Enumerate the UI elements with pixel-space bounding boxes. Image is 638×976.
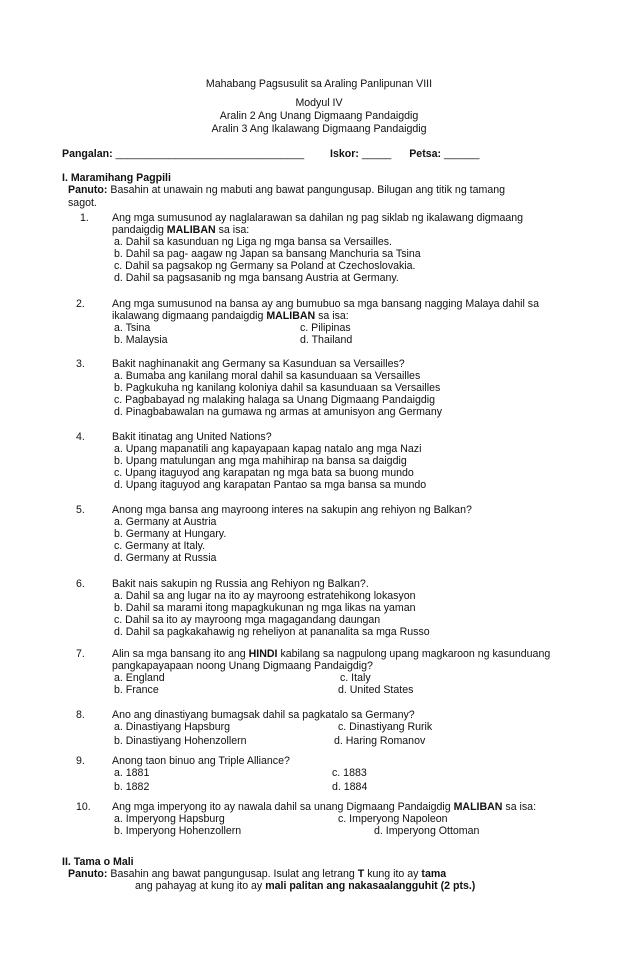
question-text: Bakit itinatag ang United Nations? [112,431,272,443]
answer-choice[interactable]: d. Thailand [300,334,353,346]
answer-choice[interactable]: c. Pagbabayad ng malaking halaga sa Unang Digmaang Pandaigdig [114,394,435,406]
name-field[interactable]: ________________________________ [115,148,305,160]
question-text: Alin sa mga bansang ito ang HINDI kabilang sa nagpulong upang magkaroon ng kasunduang [112,648,551,660]
answer-choice[interactable]: c. Germany at Italy. [114,540,206,552]
module-title: Modyul IV [295,97,343,109]
answer-choice[interactable]: d. Imperyong Ottoman [374,825,480,837]
answer-choice[interactable]: b. Pagkukuha ng kanilang koloniya dahil sa kasunduaan sa Versailles [114,382,441,394]
answer-choice[interactable]: b. Dahil sa marami itong mapagkukunan ng mga likas na yaman [114,602,416,614]
answer-choice[interactable]: d. United States [338,684,414,696]
question-number: 6. [76,578,85,590]
lesson-3-title: Aralin 3 Ang Ikalawang Digmaang Pandaigdig [211,123,427,135]
answer-choice[interactable]: c. Imperyong Napoleon [338,813,448,825]
answer-choice[interactable]: b. Imperyong Hohenzollern [114,825,242,837]
part2-instructions-cont: ang pahayag at kung ito ay mali palitan ang nakasaalangguhit (2 pts.) [135,880,476,892]
answer-choice[interactable]: c. Dahil sa ito ay mayroong mga magagandang daungan [114,614,381,626]
part2-instructions: Panuto: Basahin ang bawat pangungusap. Isulat ang letrang T kung ito ay tama [68,868,447,880]
answer-choice[interactable]: a. Tsina [114,322,151,334]
answer-choice[interactable]: c. Dahil sa pagsakop ng Germany sa Poland at Czechoslovakia. [114,260,416,272]
question-text: pandaigdig MALIBAN sa isa: [112,224,250,236]
question-text: Ang mga imperyong ito ay nawala dahil sa unang Digmaang Pandaigdig MALIBAN sa isa: [112,801,537,813]
answer-choice[interactable]: d. Germany at Russia [114,552,217,564]
exam-title: Mahabang Pagsusulit sa Araling Panlipunan VIII [205,78,433,90]
question-text: Anong mga bansa ang mayroong interes na sakupin ang rehiyon ng Balkan? [112,504,472,516]
question-number: 10. [76,801,91,813]
question-number: 3. [76,358,85,370]
answer-choice[interactable]: c. Dinastiyang Rurik [338,721,433,733]
question-number: 7. [76,648,85,660]
score-field[interactable]: _____ [361,148,392,160]
answer-choice[interactable]: b. Dinastiyang Hohenzollern [114,735,247,747]
answer-choice[interactable]: a. 1881 [114,767,150,779]
date-label: Petsa: [409,148,442,160]
date-field[interactable]: ______ [443,148,480,160]
answer-choice[interactable]: a. Bumaba ang kanilang moral dahil sa kasunduaan sa Versailles [114,370,421,382]
question-number: 5. [76,504,85,516]
question-text: Ang mga sumusunod na bansa ay ang bumubuo sa mga bansang nagging Malaya dahil sa [112,298,539,310]
answer-choice[interactable]: b. 1882 [114,781,150,793]
answer-choice[interactable]: b. Upang matulungan ang mga mahihirap na bansa sa daigdig [114,455,407,467]
answer-choice[interactable]: d. Haring Romanov [334,735,426,747]
answer-choice[interactable]: a. Dinastiyang Hapsburg [114,721,231,733]
answer-choice[interactable]: a. Upang mapanatili ang kapayapaan kapag natalo ang mga Nazi [114,443,422,455]
answer-choice[interactable]: d. Upang itaguyod ang karapatan Pantao sa mga bansa sa mundo [114,479,427,491]
answer-choice[interactable]: b. Germany at Hungary. [114,528,227,540]
answer-choice[interactable]: a. Dahil sa ang lugar na ito ay mayroong estratehikong lokasyon [114,590,416,602]
answer-choice[interactable]: a. England [114,672,165,684]
question-number: 9. [76,755,85,767]
question-number: 8. [76,709,85,721]
answer-choice[interactable]: c. Pilipinas [300,322,351,334]
answer-choice[interactable]: c. Upang itaguyod ang karapatan ng mga bata sa buong mundo [114,467,414,479]
question-text: Ano ang dinastiyang bumagsak dahil sa pagkatalo sa Germany? [112,709,415,721]
part1-instructions-cont: sagot. [68,197,97,209]
answer-choice[interactable]: a. Imperyong Hapsburg [114,813,225,825]
question-number: 4. [76,431,85,443]
question-text: pangkapayapaan noong Unang Digmaang Pandaigdig? [112,660,373,672]
answer-choice[interactable]: d. 1884 [332,781,368,793]
answer-choice[interactable]: a. Germany at Austria [114,516,217,528]
name-label: Pangalan: [62,148,113,160]
answer-choice[interactable]: d. Dahil sa pagkakahawig ng reheliyon at pananalita sa mga Russo [114,626,430,638]
question-text: Bakit naghinanakit ang Germany sa Kasunduan sa Versailles? [112,358,405,370]
part1-heading: I. Maramihang Pagpili [62,172,171,184]
answer-choice[interactable]: c. 1883 [332,767,367,779]
question-text: Bakit nais sakupin ng Russia ang Rehiyon ng Balkan?. [112,578,369,590]
question-number: 1. [80,212,89,224]
answer-choice[interactable]: b. Dahil sa pag- aagaw ng Japan sa bansang Manchuria sa Tsina [114,248,421,260]
answer-choice[interactable]: d. Pinagbabawalan na gumawa ng armas at amunisyon ang Germany [114,406,443,418]
answer-choice[interactable]: a. Dahil sa kasunduan ng Liga ng mga bansa sa Versailles. [114,236,392,248]
score-label: Iskor: [330,148,359,160]
part1-instructions: Panuto: Basahin at unawain ng mabuti ang bawat pangungusap. Bilugan ang titik ng tamang [68,184,505,196]
answer-choice[interactable]: b. France [114,684,159,696]
part2-heading: II. Tama o Mali [62,856,134,868]
answer-choice[interactable]: b. Malaysia [114,334,168,346]
question-number: 2. [76,298,85,310]
student-info [62,148,479,160]
question-text: Ang mga sumusunod ay naglalarawan sa dahilan ng pag siklab ng ikalawang digmaang [112,212,524,224]
question-text: Anong taon binuo ang Triple Alliance? [112,755,290,767]
lesson-2-title: Aralin 2 Ang Unang Digmaang Pandaigdig [219,110,419,122]
answer-choice[interactable]: d. Dahil sa pagsasanib ng mga bansang Austria at Germany. [114,272,399,284]
answer-choice[interactable]: c. Italy [340,672,371,684]
question-text: ikalawang digmaang pandaigdig MALIBAN sa isa: [112,310,349,322]
